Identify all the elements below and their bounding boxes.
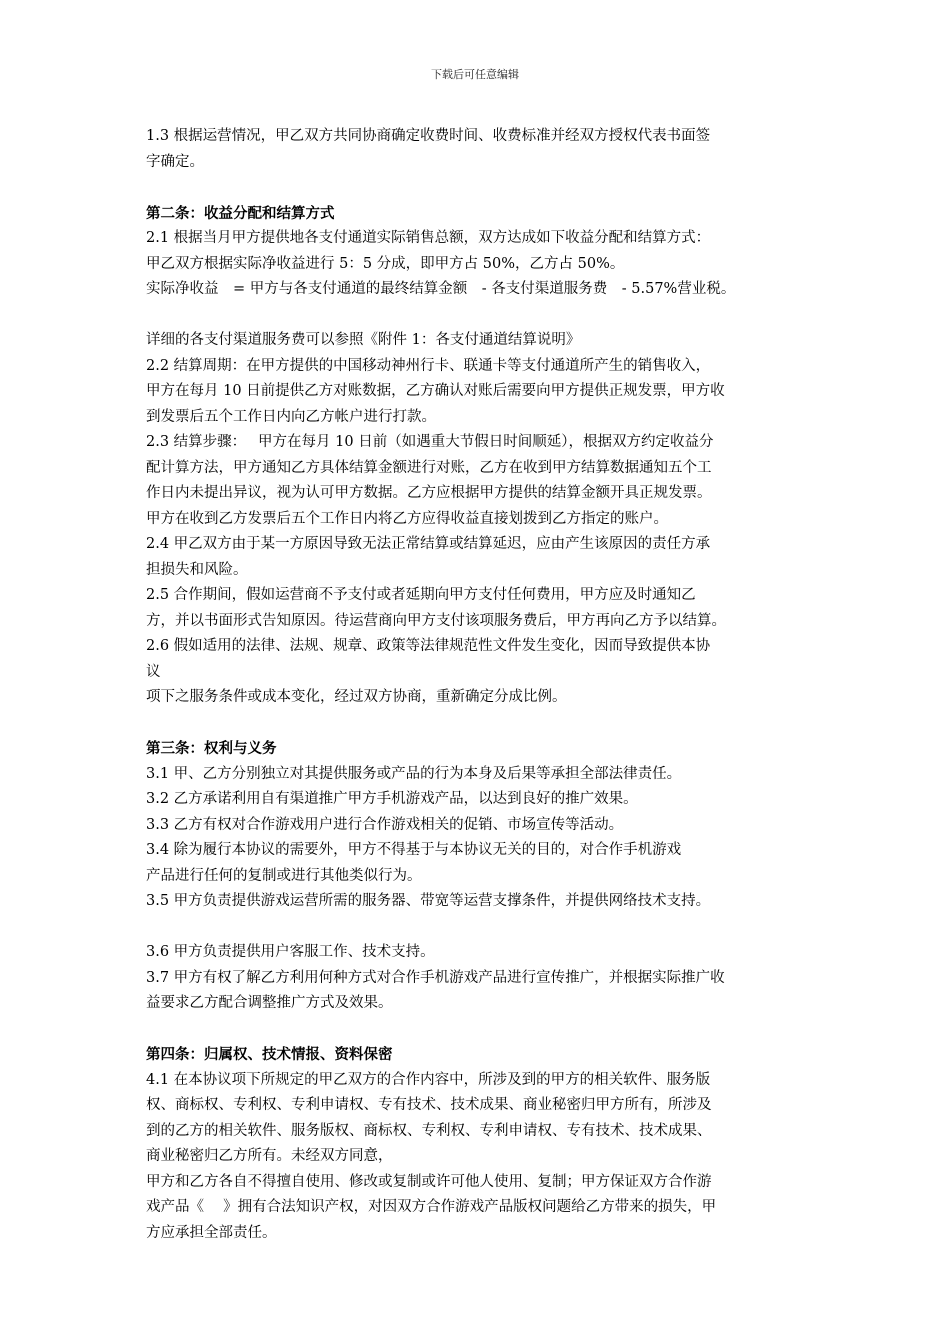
paragraph-line: 项下之服务条件或成本变化，经过双方协商，重新确定分成比例。: [146, 689, 567, 705]
page-header: 下载后可任意编辑: [431, 68, 519, 81]
paragraph-line: 到发票后五个工作日内向乙方帐户进行打款。: [146, 408, 436, 425]
paragraph-line: 字确定。: [146, 153, 204, 170]
paragraph-line: 甲方和乙方各自不得擅自使用、修改或复制或许可他人使用、复制；甲方保证双方合作游: [146, 1173, 712, 1190]
paragraph-line: 实际净收益 = 甲方与各支付通道的最终结算金额 - 各支付渠道服务费 - 5.57%营业税。: [146, 281, 736, 297]
blank-line: [146, 175, 816, 201]
document-body: [146, 124, 816, 1246]
paragraph-line: 甲乙双方根据实际净收益进行 5：5 分成，即甲方占 50%，乙方占 50%。: [146, 255, 625, 272]
paragraph-line: 到的乙方的相关软件、服务版权、商标权、专利权、专利申请权、专有技术、技术成果、: [146, 1122, 712, 1139]
paragraph-line: 2.3 结算步骤： 甲方在每月 10 日前（如遇重大节假日时间顺延），根据双方约定收益分: [146, 434, 714, 450]
section-heading: 第四条：归属权、技术情报、资料保密: [146, 1046, 393, 1063]
section-heading: 第二条：收益分配和结算方式: [146, 204, 335, 222]
paragraph-line: 2.4 甲乙双方由于某一方原因导致无法正常结算或结算延迟，应由产生该原因的责任方承: [146, 536, 711, 552]
paragraph-line: 详细的各支付渠道服务费可以参照《附件 1：各支付通道结算说明》: [146, 332, 581, 348]
section-heading: 第三条：权利与义务: [146, 740, 277, 757]
paragraph-line: 2.2 结算周期：在甲方提供的中国移动神州行卡、联通卡等支付通道所产生的销售收入，: [146, 357, 711, 374]
blank-line: [146, 1017, 816, 1043]
paragraph-line: 方应承担全部责任。: [146, 1224, 277, 1241]
paragraph-line: 作日内未提出异议，视为认可甲方数据。乙方应根据甲方提供的结算金额开具正规发票。: [146, 485, 712, 501]
paragraph-line: 3.4 除为履行本协议的需要外，甲方不得基于与本协议无关的目的，对合作手机游戏: [146, 842, 682, 858]
paragraph-line: 产品进行任何的复制或进行其他类似行为。: [146, 867, 422, 884]
paragraph-line: 3.5 甲方负责提供游戏运营所需的服务器、带宽等运营支撑条件，并提供网络技术支持。: [146, 893, 711, 909]
paragraph-line: 3.2 乙方承诺利用自有渠道推广甲方手机游戏产品，以达到良好的推广效果。: [146, 791, 638, 807]
paragraph-line: 甲方在收到乙方发票后五个工作日内将乙方应得收益直接划拨到乙方指定的账户。: [146, 510, 668, 527]
paragraph-line: 2.5 合作期间，假如运营商不予支付或者延期向甲方支付任何费用，甲方应及时通知乙: [146, 587, 696, 603]
blank-line: [146, 915, 816, 941]
paragraph-line: 甲方在每月 10 日前提供乙方对账数据，乙方确认对账后需要向甲方提供正规发票，甲方收: [146, 383, 725, 399]
paragraph-line: 2.1 根据当月甲方提供地各支付通道实际销售总额，双方达成如下收益分配和结算方式：: [146, 230, 711, 246]
paragraph-line: 权、商标权、专利权、专利申请权、专有技术、技术成果、商业秘密归甲方所有，所涉及: [146, 1097, 712, 1113]
paragraph-line: 配计算方法，甲方通知乙方具体结算金额进行对账，乙方在收到甲方结算数据通知五个工: [146, 459, 712, 476]
paragraph-line: 2.6 假如适用的法律、法规、规章、政策等法律规范性文件发生变化，因而导致提供本协: [146, 638, 711, 654]
paragraph-line: 1.3 根据运营情况，甲乙双方共同协商确定收费时间、收费标准并经双方授权代表书面签: [146, 128, 711, 144]
paragraph-line: 戏产品《 》拥有合法知识产权，对因双方合作游戏产品版权问题给乙方带来的损失，甲: [146, 1199, 717, 1215]
paragraph-line: 方，并以书面形式告知原因。待运营商向甲方支付该项服务费后，甲方再向乙方予以结算。: [146, 612, 726, 629]
paragraph-line: 益要求乙方配合调整推广方式及效果。: [146, 995, 393, 1011]
paragraph-line: 3.1 甲、乙方分别独立对其提供服务或产品的行为本身及后果等承担全部法律责任。: [146, 765, 682, 782]
paragraph-line: 3.6 甲方负责提供用户客服工作、技术支持。: [146, 944, 435, 960]
paragraph-line: 担损失和风险。: [146, 561, 248, 578]
paragraph-line: 3.7 甲方有权了解乙方利用何种方式对合作手机游戏产品进行宣传推广，并根据实际推广收: [146, 969, 725, 986]
blank-line: [146, 711, 816, 737]
paragraph-line: 3.3 乙方有权对合作游戏用户进行合作游戏相关的促销、市场宣传等活动。: [146, 816, 624, 833]
paragraph-line: 4.1 在本协议项下所规定的甲乙双方的合作内容中，所涉及到的甲方的相关软件、服务版: [146, 1071, 711, 1088]
blank-line: [146, 303, 816, 329]
paragraph-line: 商业秘密归乙方所有。未经双方同意，: [146, 1148, 393, 1164]
paragraph-line: 议: [146, 663, 161, 680]
